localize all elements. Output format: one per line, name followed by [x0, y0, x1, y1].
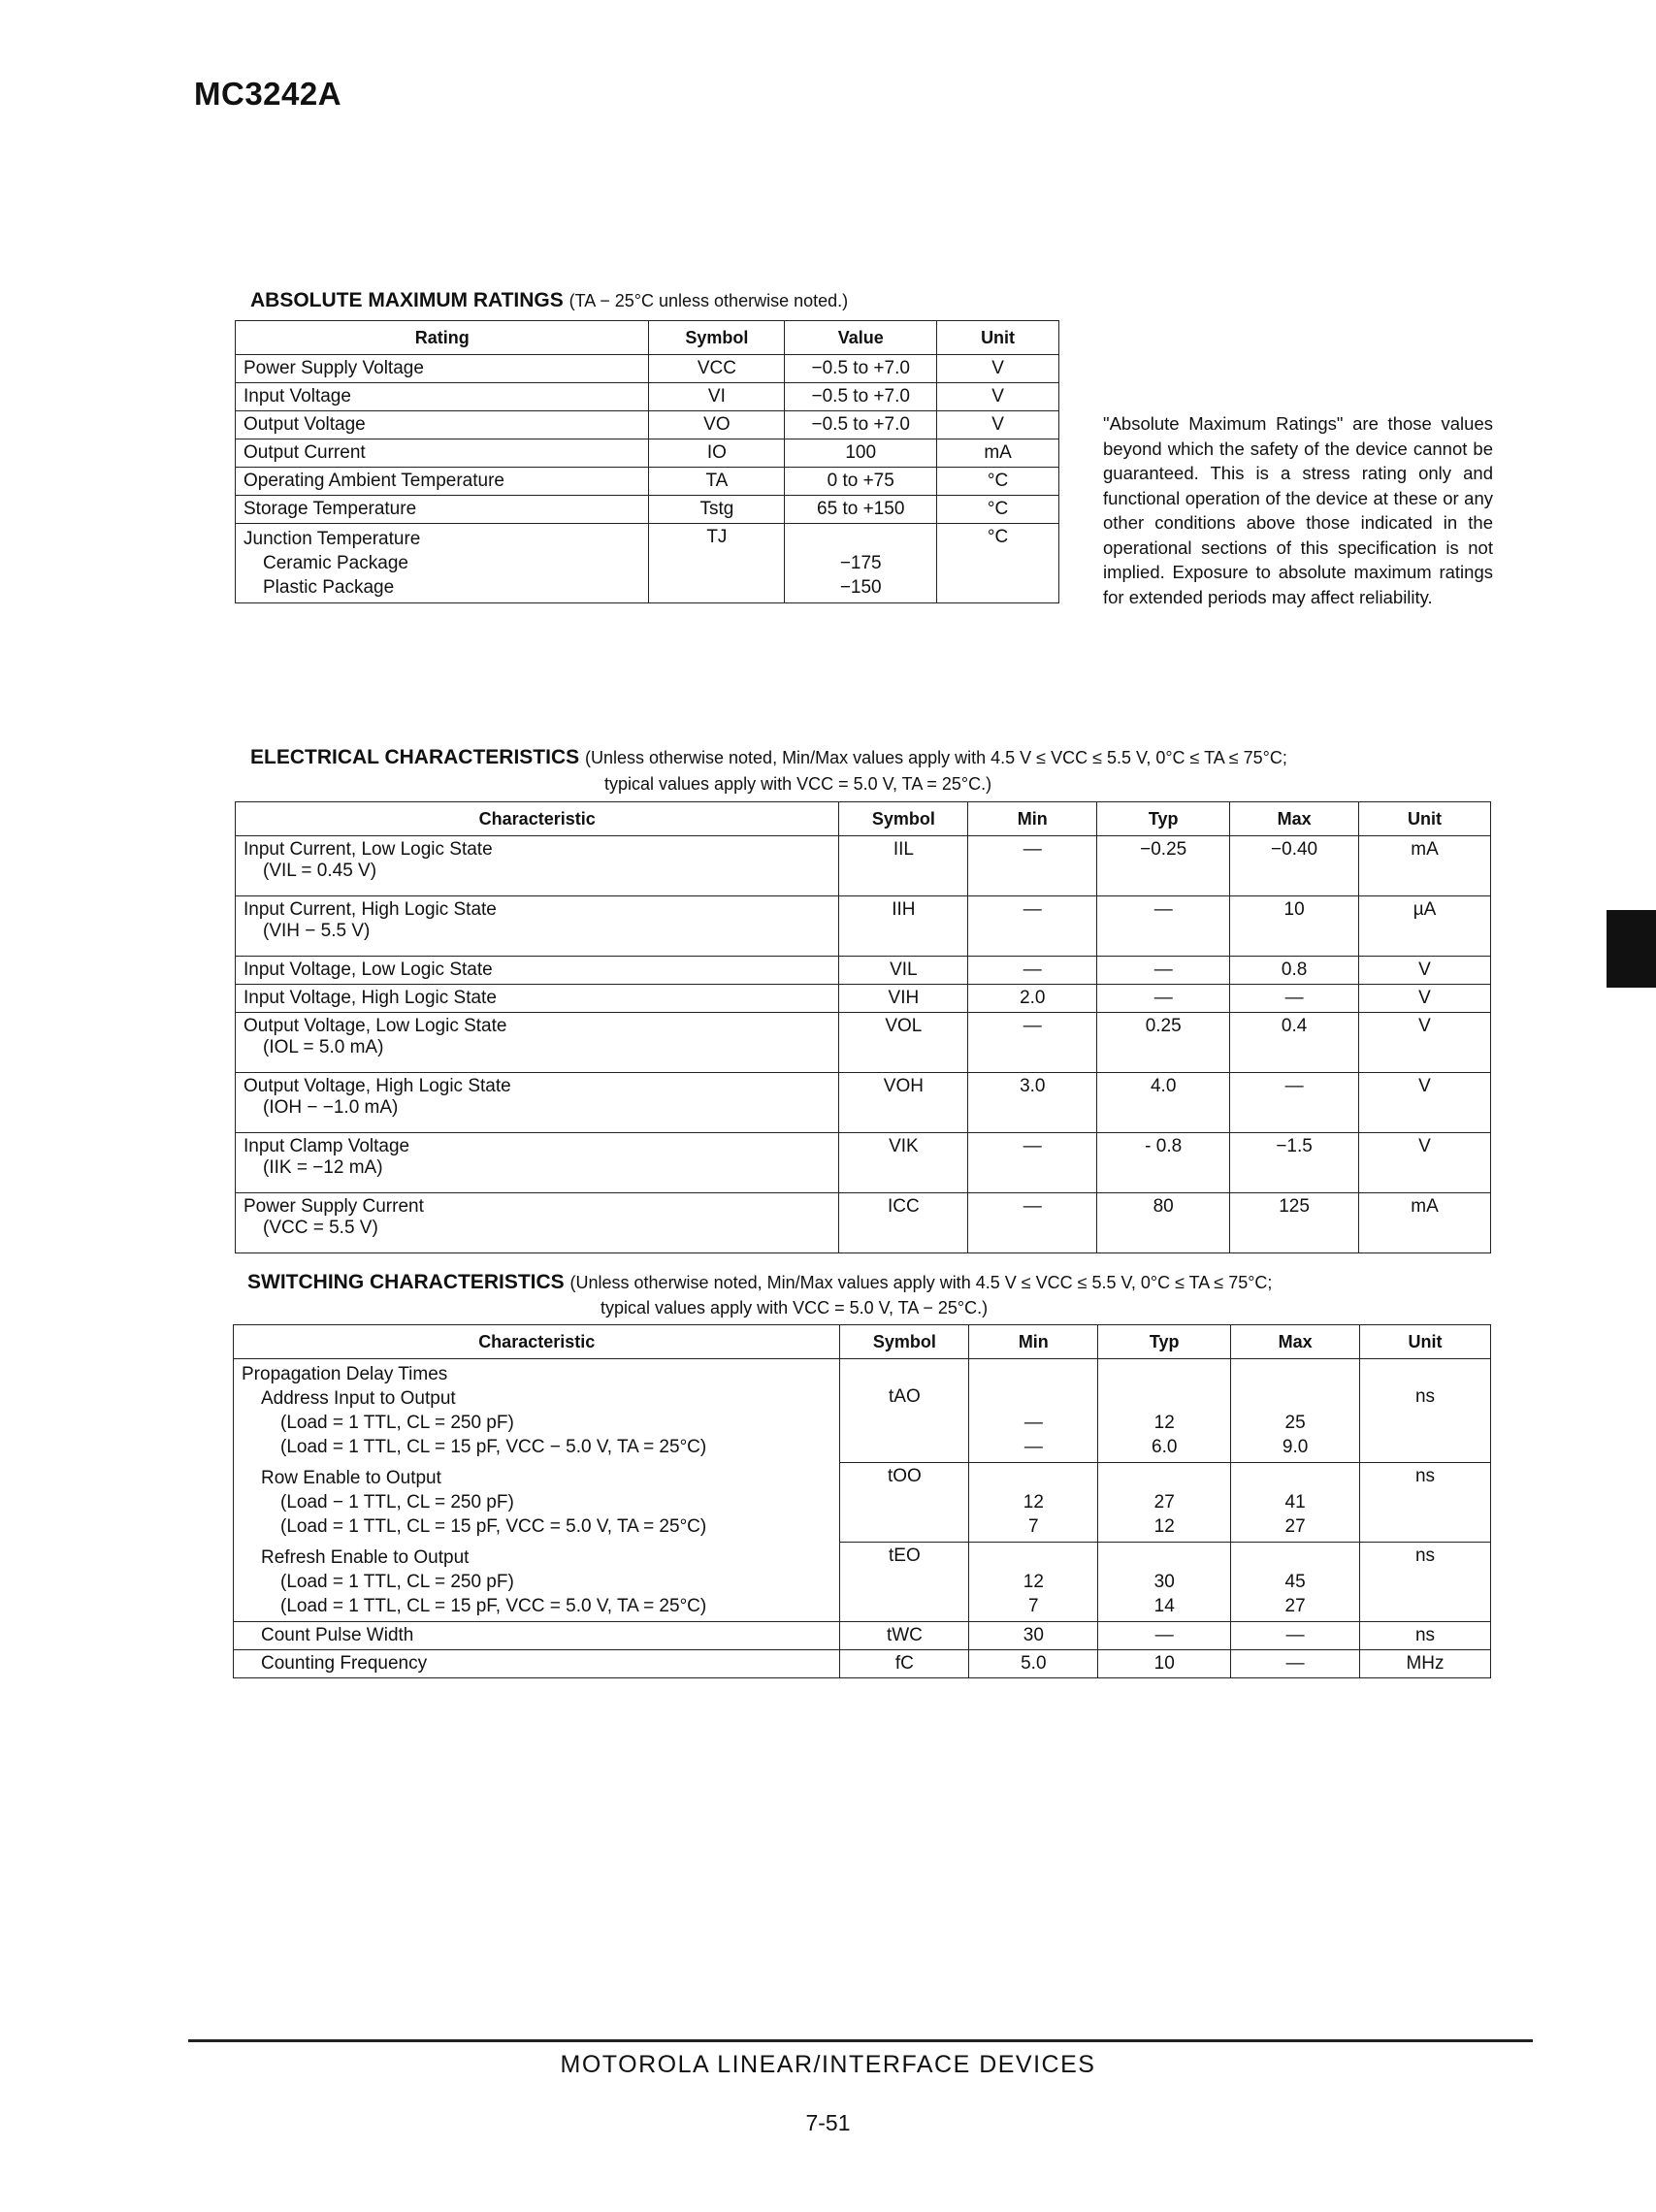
elec-char-condition: (IOH − −1.0 mA) [263, 1097, 399, 1118]
elec-characteristic [236, 896, 839, 957]
elec-unit: mA [1359, 836, 1491, 896]
sw-max-value: 41 [1284, 1492, 1306, 1513]
sw-group-label: Address Input to Output [261, 1388, 456, 1409]
amr-value: 0 to +75 [785, 468, 937, 496]
amr-junction-unit: °C [937, 524, 1059, 603]
amr-value: 100 [785, 439, 937, 468]
sw-typ-value: 12 [1153, 1516, 1175, 1537]
sw-max [1231, 1359, 1360, 1463]
amr-junction-ceramic: Ceramic Package [263, 553, 408, 573]
elec-min: — [968, 1133, 1097, 1193]
elec-characteristic [236, 1073, 839, 1133]
sw-unit: ns [1360, 1622, 1491, 1650]
sw-col-characteristic: Characteristic [234, 1325, 840, 1359]
elec-col-max: Max [1230, 802, 1359, 836]
amr-symbol: VCC [649, 355, 785, 383]
amr-symbol: VO [649, 411, 785, 439]
elec-unit: V [1359, 957, 1491, 985]
elec-unit: µA [1359, 896, 1491, 957]
sw-col-unit: Unit [1360, 1325, 1491, 1359]
amr-col-value: Value [785, 321, 937, 355]
sw-unit: ns [1360, 1463, 1491, 1543]
sw-table [233, 1324, 1491, 1678]
elec-max: −0.40 [1230, 836, 1359, 896]
elec-typ: — [1097, 985, 1230, 1013]
elec-symbol: VIH [839, 985, 968, 1013]
elec-min: — [968, 896, 1097, 957]
amr-symbol: TA [649, 468, 785, 496]
elec-unit: mA [1359, 1193, 1491, 1253]
table-row [234, 1359, 1491, 1463]
amr-rating: Operating Ambient Temperature [236, 468, 649, 496]
sw-group-title: Propagation Delay Times [242, 1364, 448, 1384]
table-row [236, 439, 1059, 468]
sw-symbol: tAO [840, 1359, 969, 1463]
table-row [236, 355, 1059, 383]
elec-symbol: VIL [839, 957, 968, 985]
sw-max-value: 25 [1284, 1413, 1306, 1433]
sw-unit: ns [1360, 1543, 1491, 1622]
amr-unit: V [937, 355, 1059, 383]
elec-char-name: Power Supply Current [244, 1196, 424, 1217]
elec-col-symbol: Symbol [839, 802, 968, 836]
sw-group-load: (Load = 1 TTL, CL = 15 pF, VCC = 5.0 V, TA = 25°C) [280, 1515, 707, 1537]
sw-col-min: Min [969, 1325, 1098, 1359]
table-row [234, 1622, 1491, 1650]
amr-value: −0.5 to +7.0 [785, 383, 937, 411]
elec-col-unit: Unit [1359, 802, 1491, 836]
table-row [236, 957, 1491, 985]
amr-junction-value-plastic: −150 [839, 577, 882, 598]
sw-group-cell [234, 1543, 840, 1622]
elec-characteristic [236, 836, 839, 896]
elec-typ: 0.25 [1097, 1013, 1230, 1073]
elec-min: 3.0 [968, 1073, 1097, 1133]
elec-max: −1.5 [1230, 1133, 1359, 1193]
elec-heading [250, 745, 1287, 770]
sw-max: — [1231, 1650, 1360, 1678]
elec-min: — [968, 1193, 1097, 1253]
elec-unit: V [1359, 1013, 1491, 1073]
amr-symbol: Tstg [649, 496, 785, 524]
elec-symbol: IIL [839, 836, 968, 896]
sw-symbol: tWC [840, 1622, 969, 1650]
elec-min: — [968, 957, 1097, 985]
part-number-title: MC3242A [194, 76, 342, 112]
amr-heading [250, 288, 848, 313]
sw-group-cell [234, 1463, 840, 1543]
elec-unit: V [1359, 1133, 1491, 1193]
elec-char-name: Input Current, Low Logic State [244, 839, 493, 860]
elec-typ: 4.0 [1097, 1073, 1230, 1133]
section-edge-tab [1607, 910, 1656, 988]
elec-char-name: Input Clamp Voltage [244, 1136, 410, 1156]
sw-max-value: 27 [1284, 1596, 1306, 1616]
amr-rating: Output Voltage [236, 411, 649, 439]
sw-typ-value: 27 [1153, 1492, 1175, 1513]
elec-char-condition: (VIL = 0.45 V) [263, 861, 377, 881]
sw-group-load: (Load = 1 TTL, CL = 15 pF, VCC − 5.0 V, TA = 25°C) [280, 1437, 707, 1457]
elec-condition: (Unless otherwise noted, Min/Max values apply with 4.5 V ≤ VCC ≤ 5.5 V, 0°C ≤ TA ≤ 75°C; [584, 748, 1287, 767]
table-row [236, 985, 1491, 1013]
amr-title: ABSOLUTE MAXIMUM RATINGS [250, 289, 564, 311]
sw-min-value: 7 [1028, 1596, 1039, 1616]
sw-symbol: tEO [840, 1543, 969, 1622]
sw-min: 30 [969, 1622, 1098, 1650]
sw-typ: 10 [1098, 1650, 1231, 1678]
sw-typ-value: 6.0 [1152, 1437, 1178, 1457]
amr-junction-rating: Junction Temperature [244, 529, 421, 549]
elec-characteristic [236, 1133, 839, 1193]
table-row [236, 496, 1059, 524]
sw-group-load: (Load = 1 TTL, CL = 15 pF, VCC = 5.0 V, TA = 25°C) [280, 1595, 707, 1616]
sw-typ [1098, 1359, 1231, 1463]
elec-char-condition: (IIK = −12 mA) [263, 1157, 383, 1178]
amr-rating: Input Voltage [236, 383, 649, 411]
sw-group-label: Row Enable to Output [261, 1467, 441, 1488]
elec-typ: - 0.8 [1097, 1133, 1230, 1193]
table-row [236, 411, 1059, 439]
amr-condition: (TA − 25°C unless otherwise noted.) [568, 291, 849, 310]
amr-header-row [236, 321, 1059, 355]
page-number: 7-51 [805, 2110, 851, 2135]
sw-typ: — [1098, 1622, 1231, 1650]
elec-col-typ: Typ [1097, 802, 1230, 836]
amr-symbol: VI [649, 383, 785, 411]
elec-char-name: Output Voltage, High Logic State [244, 1076, 511, 1096]
elec-characteristic [236, 1193, 839, 1253]
footer-publisher: MOTOROLA LINEAR/INTERFACE DEVICES [560, 2051, 1096, 2078]
table-row [236, 1133, 1491, 1193]
elec-char-condition: (VIH − 5.5 V) [263, 921, 371, 941]
amr-junction-cell [236, 524, 649, 603]
elec-unit: V [1359, 1073, 1491, 1133]
elec-unit: V [1359, 985, 1491, 1013]
amr-rating: Output Current [236, 439, 649, 468]
amr-col-unit: Unit [937, 321, 1059, 355]
table-row [236, 1073, 1491, 1133]
elec-max: 10 [1230, 896, 1359, 957]
elec-max: 0.8 [1230, 957, 1359, 985]
footer-divider [188, 2039, 1533, 2042]
sw-max-value: 27 [1284, 1516, 1306, 1537]
table-row [236, 1193, 1491, 1253]
sw-col-symbol: Symbol [840, 1325, 969, 1359]
table-row [234, 1463, 1491, 1543]
sw-min-value: 12 [1023, 1492, 1044, 1513]
amr-value: −0.5 to +7.0 [785, 355, 937, 383]
table-row [236, 836, 1491, 896]
amr-rating: Storage Temperature [236, 496, 649, 524]
amr-junction-values [785, 524, 937, 603]
elec-char-name: Input Current, High Logic State [244, 899, 497, 920]
amr-col-rating: Rating [236, 321, 649, 355]
sw-min-value: — [1023, 1437, 1043, 1457]
elec-min: — [968, 1013, 1097, 1073]
elec-max: — [1230, 1073, 1359, 1133]
amr-table [235, 320, 1059, 603]
elec-header-row [236, 802, 1491, 836]
table-row [236, 896, 1491, 957]
elec-symbol: VIK [839, 1133, 968, 1193]
elec-typ: — [1097, 957, 1230, 985]
elec-col-min: Min [968, 802, 1097, 836]
sw-min-value: 7 [1028, 1516, 1039, 1537]
sw-max [1231, 1543, 1360, 1622]
sw-group-load: (Load = 1 TTL, CL = 250 pF) [280, 1413, 514, 1433]
table-row [234, 1543, 1491, 1622]
sw-symbol: tOO [840, 1463, 969, 1543]
sw-min-value: — [1023, 1413, 1043, 1433]
elec-col-characteristic: Characteristic [236, 802, 839, 836]
elec-condition-2: typical values apply with VCC = 5.0 V, TA = 25°C.) [604, 774, 992, 794]
elec-title: ELECTRICAL CHARACTERISTICS [250, 746, 580, 768]
elec-typ: — [1097, 896, 1230, 957]
sw-min-value: 12 [1023, 1572, 1044, 1592]
sw-condition: (Unless otherwise noted, Min/Max values apply with 4.5 V ≤ VCC ≤ 5.5 V, 0°C ≤ TA ≤ 75°C; [569, 1273, 1273, 1292]
amr-symbol: IO [649, 439, 785, 468]
elec-char-name: Output Voltage, Low Logic State [244, 1016, 507, 1036]
sw-col-max: Max [1231, 1325, 1360, 1359]
sw-symbol: fC [840, 1650, 969, 1678]
amr-unit: °C [937, 468, 1059, 496]
sw-condition-2: typical values apply with VCC = 5.0 V, TA − 25°C.) [601, 1298, 989, 1317]
amr-unit: °C [937, 496, 1059, 524]
sw-typ [1098, 1463, 1231, 1543]
table-row [236, 524, 1059, 603]
amr-col-symbol: Symbol [649, 321, 785, 355]
sw-max [1231, 1463, 1360, 1543]
table-row [236, 1013, 1491, 1073]
sw-typ-value: 30 [1153, 1572, 1175, 1592]
amr-unit: mA [937, 439, 1059, 468]
sw-characteristic: Counting Frequency [234, 1650, 840, 1678]
elec-characteristic [236, 1013, 839, 1073]
elec-char-condition: (IOL = 5.0 mA) [263, 1037, 384, 1057]
elec-min: — [968, 836, 1097, 896]
sw-min: 5.0 [969, 1650, 1098, 1678]
amr-junction-symbol: TJ [649, 524, 785, 603]
elec-typ: −0.25 [1097, 836, 1230, 896]
sw-header-row [234, 1325, 1491, 1359]
elec-table [235, 801, 1491, 1253]
elec-symbol: VOH [839, 1073, 968, 1133]
sw-min [969, 1359, 1098, 1463]
sw-max-value: 9.0 [1282, 1437, 1309, 1457]
elec-symbol: VOL [839, 1013, 968, 1073]
elec-characteristic: Input Voltage, Low Logic State [236, 957, 839, 985]
elec-max: — [1230, 985, 1359, 1013]
sw-group-label: Refresh Enable to Output [261, 1546, 470, 1568]
elec-max: 0.4 [1230, 1013, 1359, 1073]
elec-char-condition: (VCC = 5.5 V) [263, 1218, 378, 1238]
amr-unit: V [937, 411, 1059, 439]
amr-junction-value-ceramic: −175 [839, 553, 882, 573]
elec-symbol: ICC [839, 1193, 968, 1253]
amr-value: 65 to +150 [785, 496, 937, 524]
sw-group-load: (Load = 1 TTL, CL = 250 pF) [280, 1571, 514, 1592]
amr-note: "Absolute Maximum Ratings" are those values beyond which the safety of the device cannot be guaranteed. This is a stress rating only and functional operation of the device at these or any other conditions above those indicated in the operational sections of this specification is not implied. Exposure to absolute maximum ratings for extended periods may affect reliability. [1103, 413, 1493, 607]
amr-value: −0.5 to +7.0 [785, 411, 937, 439]
sw-max: — [1231, 1622, 1360, 1650]
sw-typ-value: 14 [1153, 1596, 1175, 1616]
sw-unit: MHz [1360, 1650, 1491, 1678]
sw-heading [247, 1270, 1272, 1295]
elec-characteristic: Input Voltage, High Logic State [236, 985, 839, 1013]
sw-characteristic: Count Pulse Width [234, 1622, 840, 1650]
sw-group-cell [234, 1359, 840, 1463]
sw-group-load: (Load − 1 TTL, CL = 250 pF) [280, 1491, 514, 1513]
elec-symbol: IIH [839, 896, 968, 957]
amr-junction-plastic: Plastic Package [263, 577, 395, 598]
sw-min [969, 1463, 1098, 1543]
sw-max-value: 45 [1284, 1572, 1306, 1592]
table-row [236, 383, 1059, 411]
elec-max: 125 [1230, 1193, 1359, 1253]
amr-unit: V [937, 383, 1059, 411]
sw-unit: ns [1360, 1359, 1491, 1463]
sw-typ-value: 12 [1153, 1413, 1175, 1433]
elec-min: 2.0 [968, 985, 1097, 1013]
sw-min [969, 1543, 1098, 1622]
table-row [236, 468, 1059, 496]
sw-title: SWITCHING CHARACTERISTICS [247, 1271, 565, 1293]
elec-typ: 80 [1097, 1193, 1230, 1253]
amr-rating: Power Supply Voltage [236, 355, 649, 383]
table-row [234, 1650, 1491, 1678]
sw-col-typ: Typ [1098, 1325, 1231, 1359]
sw-typ [1098, 1543, 1231, 1622]
